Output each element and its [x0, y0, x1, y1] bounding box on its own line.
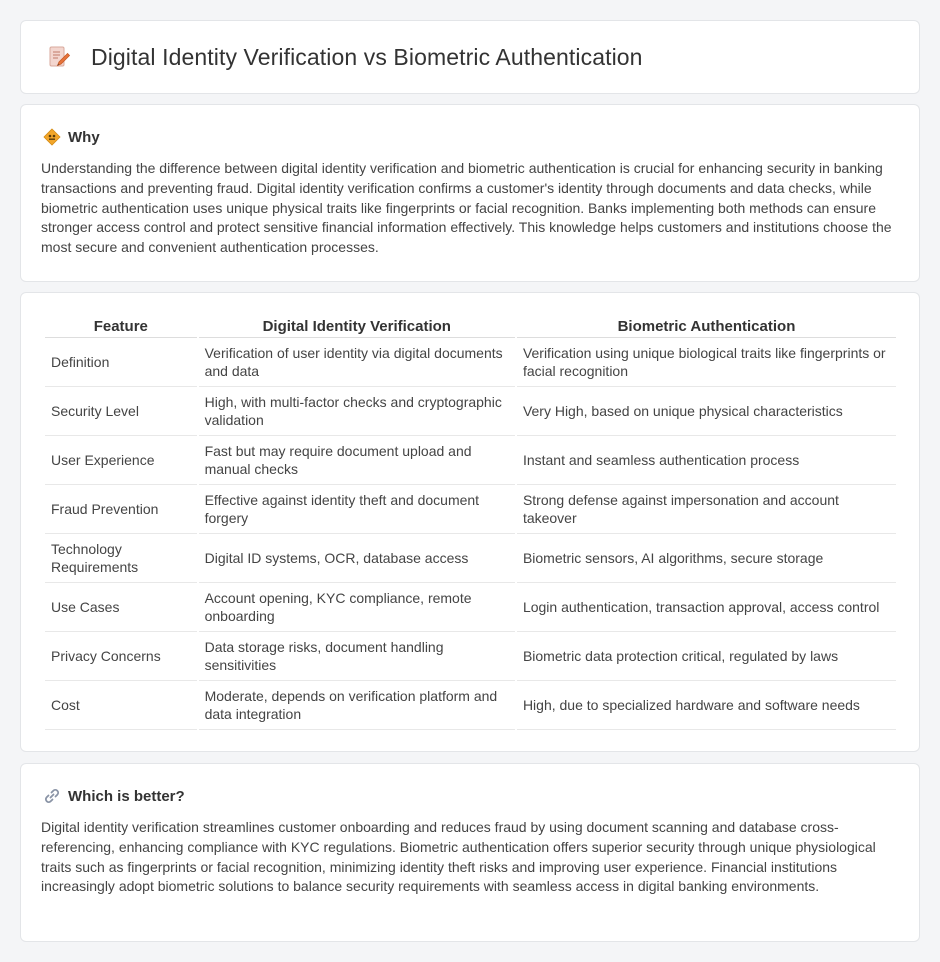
biometric-cell: High, due to specialized hardware and software needs — [517, 681, 896, 730]
column-header: Biometric Authentication — [517, 315, 896, 338]
biometric-cell: Login authentication, transaction approval, access control — [517, 583, 896, 632]
table-row — [45, 387, 896, 436]
digital-id-cell: High, with multi-factor checks and cryptographic validation — [199, 387, 515, 436]
feature-cell: Fraud Prevention — [45, 485, 197, 534]
why-section — [20, 104, 920, 282]
table-row — [45, 338, 896, 387]
table-row — [45, 485, 896, 534]
better-heading: Which is better? — [68, 787, 185, 805]
diamond-sign-icon — [43, 128, 61, 146]
biometric-cell: Verification using unique biological traits like fingerprints or facial recognition — [517, 338, 896, 387]
better-heading-row — [43, 786, 919, 806]
digital-id-cell: Account opening, KYC compliance, remote onboarding — [199, 583, 515, 632]
digital-id-cell: Data storage risks, document handling sensitivities — [199, 632, 515, 681]
column-header: Feature — [45, 315, 197, 338]
link-icon — [43, 787, 61, 805]
digital-id-cell: Verification of user identity via digital documents and data — [199, 338, 515, 387]
feature-cell: Privacy Concerns — [45, 632, 197, 681]
column-header: Digital Identity Verification — [199, 315, 515, 338]
biometric-cell: Biometric sensors, AI algorithms, secure storage — [517, 534, 896, 583]
feature-cell: User Experience — [45, 436, 197, 485]
better-text: Digital identity verification streamlines customer onboarding and reduces fraud by using document scanning and database cross-referencing, enhancing compliance with KYC regulations. Biometric authentication offers superior security through unique physiological traits such as fingerprints or facial recognition, minimizing identity theft risks and improving user experience. Financial institutions increasingly adopt biometric solutions to balance security requirements with seamless access in digital banking environments. — [41, 819, 876, 895]
digital-id-cell: Effective against identity theft and document forgery — [199, 485, 515, 534]
table-header-row — [45, 315, 896, 338]
title-card — [20, 20, 920, 94]
table-row — [45, 583, 896, 632]
why-heading: Why — [68, 128, 100, 146]
why-heading-row — [43, 127, 919, 147]
page-title: Digital Identity Verification vs Biometric Authentication — [91, 43, 643, 70]
comparison-table — [43, 315, 898, 730]
table-row — [45, 681, 896, 730]
document-pencil-icon — [47, 45, 71, 69]
biometric-cell: Biometric data protection critical, regulated by laws — [517, 632, 896, 681]
feature-cell: Cost — [45, 681, 197, 730]
comparison-section — [20, 292, 920, 752]
feature-cell: Technology Requirements — [45, 534, 197, 583]
title-row — [21, 21, 919, 93]
feature-cell: Security Level — [45, 387, 197, 436]
feature-cell: Use Cases — [45, 583, 197, 632]
why-text: Understanding the difference between digital identity verification and biometric authentication is crucial for enhancing security in banking transactions and preventing fraud. Digital identity verification confirms a customer's identity through documents and data checks, while biometric authentication uses unique physical traits like fingerprints or facial recognition. Banks implementing both methods can ensure stronger access control and protect sensitive financial information effectively. This knowledge helps customers and institutions choose the most secure and convenient authentication processes. — [41, 160, 892, 256]
biometric-cell: Very High, based on unique physical characteristics — [517, 387, 896, 436]
digital-id-cell: Fast but may require document upload and manual checks — [199, 436, 515, 485]
biometric-cell: Instant and seamless authentication process — [517, 436, 896, 485]
table-row — [45, 632, 896, 681]
which-is-better-section — [20, 763, 920, 942]
digital-id-cell: Moderate, depends on verification platform and data integration — [199, 681, 515, 730]
biometric-cell: Strong defense against impersonation and account takeover — [517, 485, 896, 534]
digital-id-cell: Digital ID systems, OCR, database access — [199, 534, 515, 583]
table-row — [45, 534, 896, 583]
table-row — [45, 436, 896, 485]
feature-cell: Definition — [45, 338, 197, 387]
